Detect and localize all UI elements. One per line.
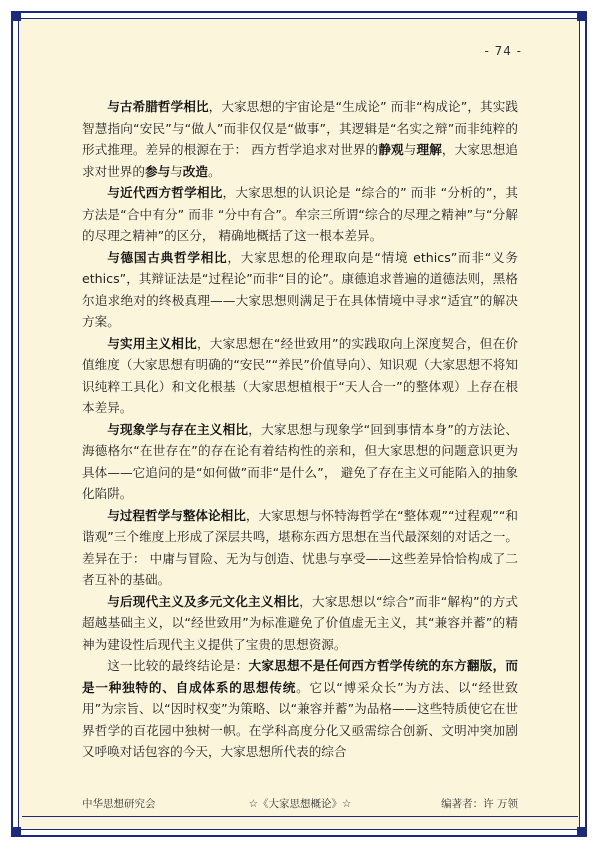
paragraph-lead: 与近代西方哲学相比 (107, 185, 223, 200)
paragraph-lead: 与过程哲学与整体论相比 (107, 507, 246, 523)
paragraph-greek: 与古希腊哲学相比，大家思想的宇宙论是“生成论” 而非“构成论”，其实践智慧指向“安民”与“做人”而非仅仅是“做事”，其逻辑是“名实之辩”而非纯粹的形式推理。差异的根源在于： 西方哲学追求对世界的静观与理解，大家思想追求对世界的参与与改造。 (82, 99, 519, 179)
paragraph-lead: 与德国古典哲学相比 (107, 249, 228, 265)
footer-book-title: ☆《大家思想概论》☆ (248, 798, 352, 810)
paragraph-german-classical: 与德国古典哲学相比，大家思想的伦理取向是“情境 ethics”而非“义务 ethics”，其辩证法是“过程论”而非“目的论”。康德追求普遍的道德法则，黑格尔追求绝对的终极真理——大家思想则满足于在具体情境中寻求“适宜”的解决方案。 (82, 249, 518, 329)
paragraph-postmodernism: 与后现代主义及多元文化主义相比，大家思想以“综合”而非“解构”的方式超越基础主义，以“经世致用”为标准避免了价值虚无主义，其“兼容并蓄”的精神为建设性后现代主义提供了宝贵的思想资源。 (82, 593, 518, 652)
paragraph-lead: 与现象学与存在主义相比 (107, 421, 249, 437)
corner-ornament-bottom-right (577, 827, 587, 837)
paragraph-pragmatism: 与实用主义相比，大家思想在“经世致用”的实践取向上深度契合，但在价值维度（大家思想有明确的“安民”“养民”价值导向）、知识观（大家思想不将知识纯粹工具化）和文化根基（大家思想植根于“天人合一”的整体观）上存在根本差异。 (82, 335, 518, 415)
paragraph-phenomenology: 与现象学与存在主义相比，大家思想与现象学“回到事情本身”的方法论、海德格尔“在世存在”的存在论有着结构性的亲和，但大家思想的问题意识更为具体——它追问的是“如何做”而非“是什么”， 避免了存在主义可能陷入的抽象化陷阱。 (82, 421, 518, 501)
corner-ornament-bottom-left (11, 827, 21, 837)
page-number: - 74 - (484, 44, 522, 58)
corner-ornament-top-right (577, 11, 587, 21)
paragraph-lead: 与实用主义相比 (107, 335, 197, 351)
footer-author: 编著者：许 万领 (441, 798, 518, 810)
conclusion-emphasis: 大家思想不是任何西方哲学传统的东方翻版，而是一种独特的、自成体系的思想传统 (82, 658, 519, 695)
footer-divider (22, 816, 578, 817)
paragraph-process-philosophy: 与过程哲学与整体论相比，大家思想与怀特海哲学在“整体观”“过程观”“和谐观”三个维度上形成了深层共鸣，堪称东西方思想在当代最深刻的对话之一。差异在于： 中庸与冒险、无为与创造、忧患与享受——这些差异恰恰构成了二者互补的基础。 (82, 507, 519, 587)
footer-publisher: 中华思想研究会 (82, 798, 156, 810)
paragraph-modern-western: 与近代西方哲学相比，大家思想的认识论是 “综合的” 而非 “分析的”，其方法是“合中有分” 而非 “分中有合”。牟宗三所谓“综合的尽理之精神”与“分解的尽理之精神”的区分， 精确地概括了这一根本差异。 (82, 185, 519, 243)
paragraph-conclusion: 这一比较的最终结论是：大家思想不是任何西方哲学传统的东方翻版，而是一种独特的、自成体系的思想传统。它以“博采众长”为方法、以“经世致用”为宗旨、以“因时权变”为策略、以“兼容并蓄”为品格——这些特质使它在世界哲学的百花园中独树一帜。在学科高度分化又亟需综合创新、文明冲突加剧又呼唤对话包容的今天，大家思想所代表的综合 (82, 658, 519, 759)
paragraph-lead: 与后现代主义及多元文化主义相比 (107, 593, 300, 609)
corner-ornament-top-left (11, 11, 21, 21)
paragraph-lead: 与古希腊哲学相比 (107, 99, 209, 114)
document-body (82, 96, 518, 763)
